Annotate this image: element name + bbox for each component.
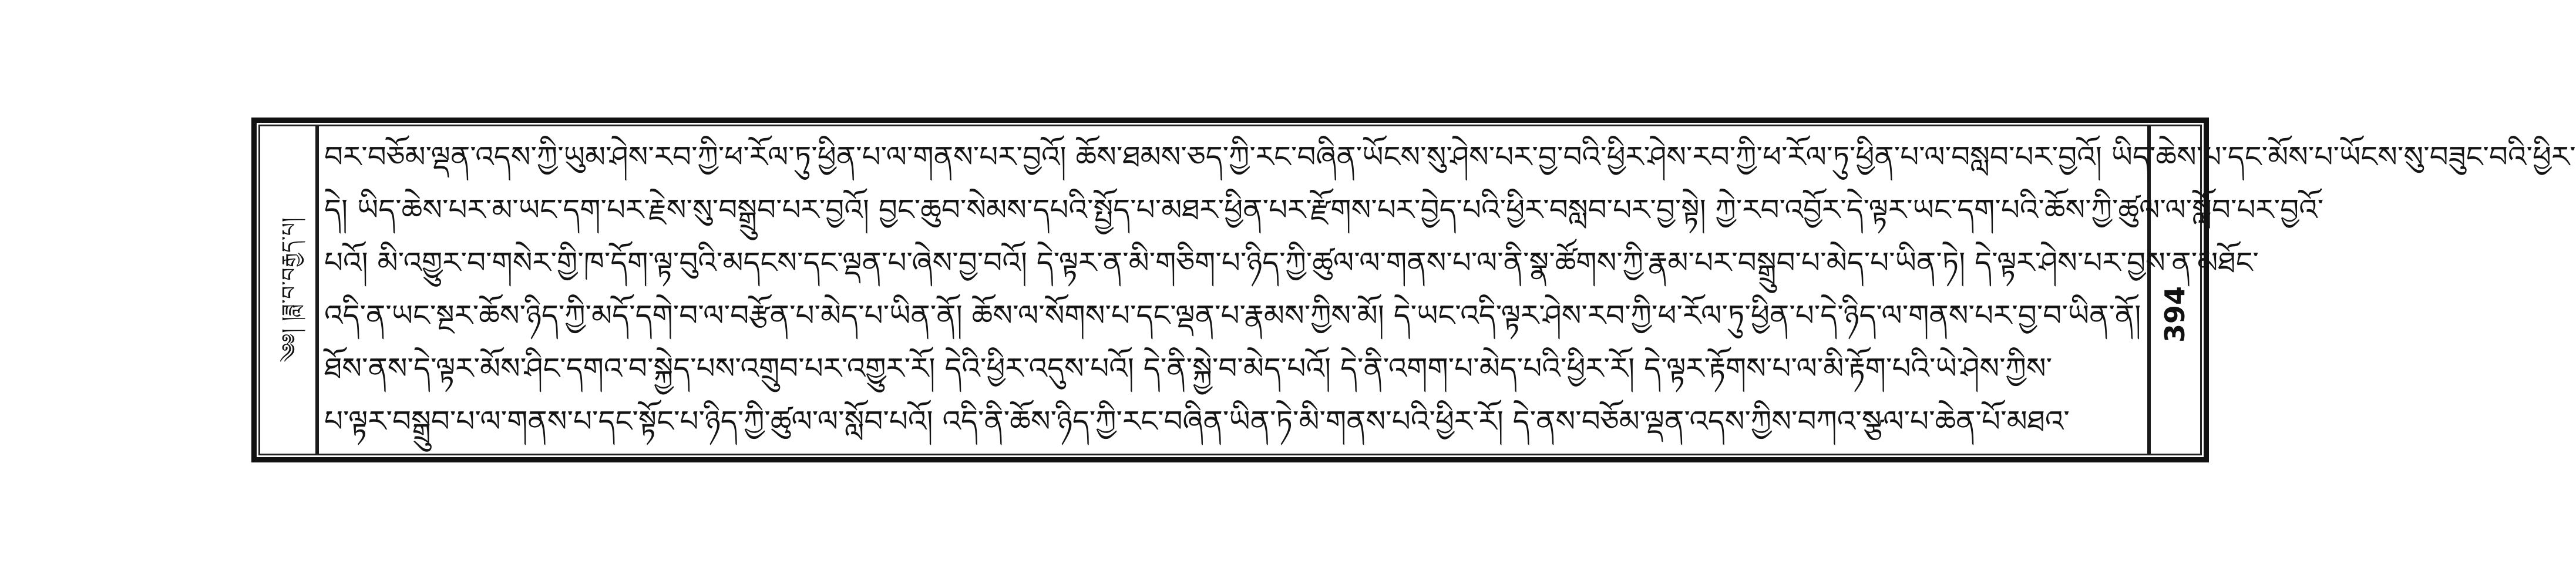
text-line-3: པའོ། མི་འགྱུར་བ་གསེར་གྱི་ཁ་དོག་ལྟ་བུའི་མདངས་དང་ལྡན་པ་ཞེས་བྱ་བའོ། དེ་ལྟར་ན་མི་གཅིག་པ་ཉིད་ཀྱི་ཚུལ་ལ་གནས་པ་ལ་ནི་སྣ་ཚོགས་ཀྱི་རྣམ་པར་བསྒྲུབ་པ་མེད་པ་ཡིན་ཏེ། དེ་ལྟར་ཤེས་པར་བྱས་ན་མཐོང་ — [324, 246, 2259, 280]
text-line-1: བར་བཅོམ་ལྡན་འདས་ཀྱི་ཡུམ་ཤེས་རབ་ཀྱི་ཕ་རོལ་ཏུ་ཕྱིན་པ་ལ་གནས་པར་བྱའོ། ཆོས་ཐམས་ཅད་ཀྱི་རང་བཞིན་ཡོངས་སུ་ཤེས་པར་བྱ་བའི་ཕྱིར་ཤེས་རབ་ཀྱི་ཕ་རོལ་ཏུ་ཕྱིན་པ་ལ་བསླབ་པར་བྱའོ། ཡིད་ཆེས་པ་དང་མོས་པ་ཡོངས་སུ་བཟུང་བའི་ཕྱིར་ — [324, 140, 2576, 174]
text-line-4: འདི་ན་ཡང་སྔར་ཆོས་ཉིད་ཀྱི་མདོ་དགེ་བ་ལ་བརྩོན་པ་མེད་པ་ཡིན་ནོ། ཆོས་ལ་སོགས་པ་དང་ལྡན་པ་རྣམས་ཀྱིས་མོ། དེ་ཡང་འདི་ལྟར་ཤེས་རབ་ཀྱི་ཕ་རོལ་ཏུ་ཕྱིན་པ་དེ་ཉིད་ལ་གནས་པར་བྱ་བ་ཡིན་ནོ། — [324, 298, 2141, 333]
folio-number: 394 — [2159, 286, 2191, 343]
text-line-2: དེ། ཡིད་ཆེས་པར་མ་ཡང་དག་པར་རྗེས་སུ་བསྒྲུབ་པར་བྱའོ། བྱང་ཆུབ་སེམས་དཔའི་སྤྱོད་པ་མཐར་ཕྱིན་པར་རྫོགས་པར་བྱེད་པའི་ཕྱིར་བསླབ་པར་བྱ་སྟེ། ཀྱེ་རབ་འབྱོར་དེ་ལྟར་ཡང་དག་པའི་ཆོས་ཀྱི་ཚུལ་ལ་སློབ་པར་བྱའོ་ — [324, 193, 2324, 227]
text-line-6: པ་ལྟར་བསྒྲུབ་པ་ལ་གནས་པ་དང་སྟོང་པ་ཉིད་ཀྱི་ཚུལ་ལ་སློབ་པའོ། འདི་ནི་ཆོས་ཉིད་ཀྱི་རང་བཞིན་ཡིན་ཏེ་མི་གནས་པའི་ཕྱིར་རོ། དེ་ནས་བཅོམ་ལྡན་འདས་ཀྱིས་བཀའ་སྩལ་པ་ཆེན་པོ་མཐའ་ — [324, 404, 2070, 438]
margin-title-label: ༄༅། །ཟླ་བ་བརྒྱད་པ། — [278, 217, 301, 363]
text-line-5: ཐོས་ནས་དེ་ལྟར་མོས་ཤིང་དགའ་བ་སྐྱེད་པས་འགྲུབ་པར་འགྱུར་རོ། དེའི་ཕྱིར་འདུས་པའོ། དེ་ནི་སྐྱེ་བ་མེད་པའོ། དེ་ནི་འགག་པ་མེད་པའི་ཕྱིར་རོ། དེ་ལྟར་རྟོགས་པ་ལ་མི་རྟོག་པའི་ཡེ་ཤེས་ཀྱིས་ — [324, 351, 2053, 385]
